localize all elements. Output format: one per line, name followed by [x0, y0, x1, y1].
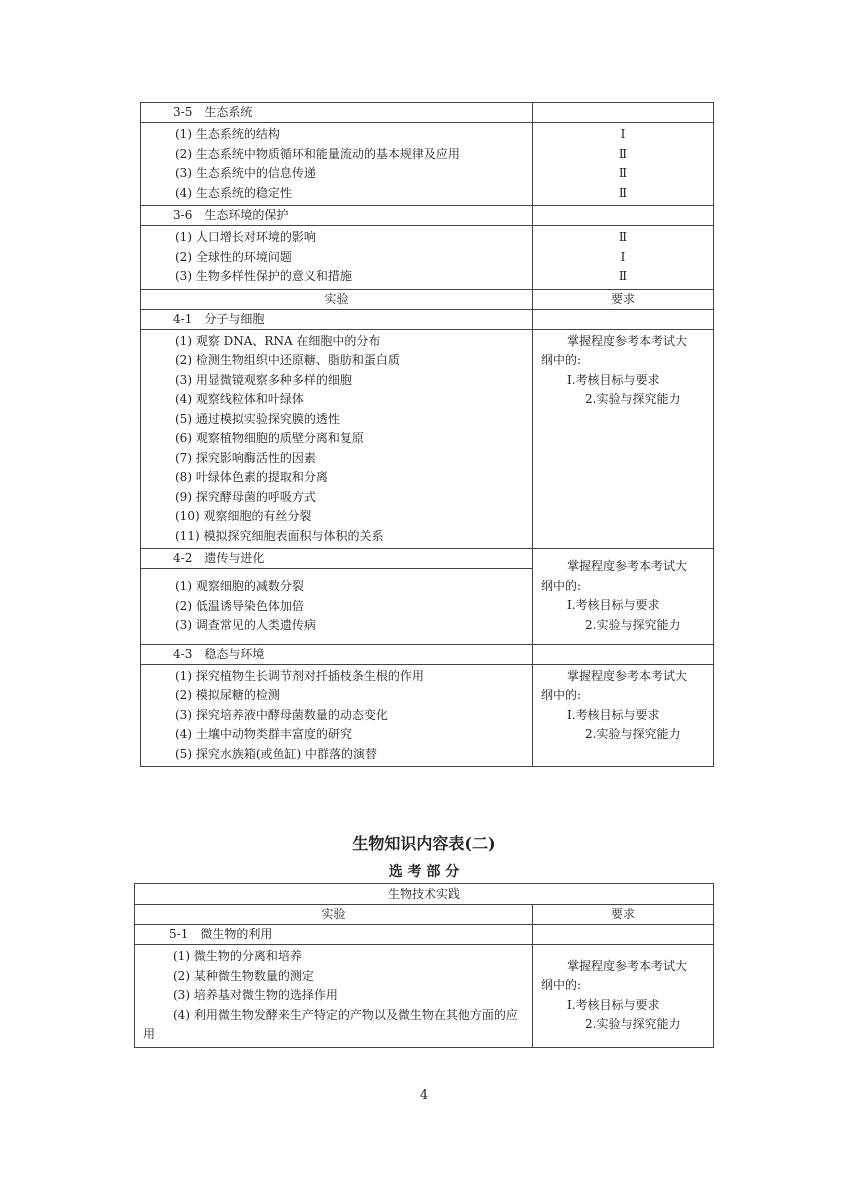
header-label: 实验 — [324, 291, 349, 306]
section-title-3-6: 3-6 生态环境的保护 — [173, 208, 289, 222]
section-items-5-1 — [135, 945, 533, 1048]
column-header-requirement — [533, 289, 714, 309]
list-item: (4) 观察线粒体和叶绿体 — [175, 392, 304, 406]
section-title: 生物知识内容表(二) — [352, 834, 496, 853]
column-header-requirement — [533, 905, 714, 925]
list-item: (1) 观察细胞的减数分裂 — [175, 579, 304, 593]
page-number: 4 — [419, 1088, 429, 1103]
empty-cell — [533, 309, 714, 329]
empty-cell — [533, 644, 714, 664]
note-line: Ⅰ.考核目标与要求 — [567, 598, 660, 613]
note-line: Ⅰ.考核目标与要求 — [567, 372, 660, 387]
list-item: (7) 探究影响酶活性的因素 — [175, 450, 316, 465]
note-line: 掌握程度参考本考试大 — [567, 958, 688, 973]
section-header-cell — [141, 644, 533, 664]
note-line: 纲中的: — [541, 578, 582, 593]
section-items-4-2 — [141, 569, 533, 645]
level-value: Ⅱ — [618, 166, 628, 180]
section-header-cell — [135, 925, 533, 945]
requirement-note-5-1 — [533, 945, 714, 1048]
note-line: 2.实验与探究能力 — [585, 617, 681, 632]
section-header-cell — [141, 103, 533, 123]
section-items-4-3 — [141, 664, 533, 767]
note-line: 掌握程度参考本考试大 — [567, 559, 688, 574]
table-biology-knowledge-part1 — [140, 102, 714, 767]
list-item: (9) 探究酵母菌的呼吸方式 — [175, 489, 316, 504]
note-line: Ⅰ.考核目标与要求 — [567, 997, 660, 1012]
header-label: 要求 — [610, 291, 635, 306]
list-item: (3) 培养基对微生物的选择作用 — [173, 988, 338, 1002]
note-line: 纲中的: — [541, 978, 582, 993]
header-label: 要求 — [610, 907, 635, 921]
list-item: (2) 某种微生物数量的测定 — [173, 968, 314, 983]
section-items-3-5 — [141, 123, 533, 206]
section-title-4-1: 4-1 分子与细胞 — [173, 311, 265, 326]
note-line: 2.实验与探究能力 — [585, 392, 681, 406]
section-title-3-5: 3-5 生态系统 — [173, 105, 253, 119]
list-item: (1) 人口增长对环境的影响 — [175, 230, 316, 244]
list-item: (3) 生态系统中的信息传递 — [175, 166, 316, 180]
note-line: 2.实验与探究能力 — [585, 1017, 681, 1032]
list-item: (3) 探究培养液中酵母菌数量的动态变化 — [175, 707, 388, 722]
column-header-experiment — [141, 289, 533, 309]
empty-cell — [533, 925, 714, 945]
level-value: Ⅱ — [618, 146, 628, 161]
note-line: 掌握程度参考本考试大 — [567, 668, 688, 683]
section-subtitle: 选 考 部 分 — [388, 864, 460, 880]
section-items-3-6 — [141, 226, 533, 290]
note-line: 2.实验与探究能力 — [585, 727, 681, 741]
list-item: (1) 微生物的分离和培养 — [173, 949, 302, 963]
list-item: (5) 探究水族箱(或鱼缸) 中群落的演替 — [175, 746, 377, 761]
level-value: Ⅱ — [618, 269, 628, 283]
list-item: (2) 低温诱导染色体加倍 — [175, 598, 304, 613]
section-header-cell — [141, 206, 533, 226]
header-label: 实验 — [321, 907, 346, 921]
level-cell-3-5 — [533, 123, 714, 206]
list-item: (10) 观察细胞的有丝分裂 — [175, 509, 312, 523]
table-biology-knowledge-part2 — [134, 883, 714, 1048]
list-item: (2) 检测生物组织中还原糖、脂肪和蛋白质 — [175, 353, 400, 367]
empty-cell — [533, 103, 714, 123]
level-cell-3-6 — [533, 226, 714, 290]
list-item: (4) 土壤中动物类群丰富度的研究 — [175, 727, 352, 741]
list-item: (3) 用显微镜观察多种多样的细胞 — [175, 372, 352, 387]
column-header-experiment — [135, 905, 533, 925]
list-item: (2) 生态系统中物质循环和能量流动的基本规律及应用 — [175, 146, 460, 161]
list-item: (3) 生物多样性保护的意义和措施 — [175, 269, 352, 283]
requirement-note-4-2 — [533, 549, 714, 645]
banner-label: 生物技术实践 — [387, 887, 460, 901]
note-line: 纲中的: — [541, 688, 582, 702]
requirement-note-4-1 — [533, 329, 714, 549]
note-line: 掌握程度参考本考试大 — [567, 333, 688, 348]
section-header-cell — [141, 549, 533, 569]
list-item: (2) 全球性的环境问题 — [175, 249, 292, 264]
list-item: (8) 叶绿体色素的提取和分离 — [175, 470, 328, 484]
list-item: (11) 模拟探究细胞表面积与体积的关系 — [175, 528, 384, 543]
level-value: Ⅰ — [620, 127, 626, 141]
list-item: (5) 通过模拟实验探究膜的透性 — [175, 411, 340, 426]
section-title-4-3: 4-3 稳态与环境 — [173, 646, 265, 661]
section-title-4-2: 4-2 遗传与进化 — [173, 551, 265, 565]
note-line: Ⅰ.考核目标与要求 — [567, 707, 660, 722]
section-items-4-1 — [141, 329, 533, 549]
list-item: (1) 生态系统的结构 — [175, 127, 280, 141]
list-item: (1) 探究植物生长调节剂对扦插枝条生根的作用 — [175, 668, 424, 683]
list-item: (4) 利用微生物发酵来生产特定的产物以及微生物在其他方面的应用 — [143, 1007, 518, 1041]
list-item: (4) 生态系统的稳定性 — [175, 185, 292, 200]
note-line: 纲中的: — [541, 353, 582, 367]
list-item: (3) 调查常见的人类遗传病 — [175, 618, 316, 632]
list-item: (2) 模拟尿糖的检测 — [175, 688, 280, 702]
level-value: Ⅱ — [618, 185, 628, 200]
list-item: (1) 观察 DNA、RNA 在细胞中的分布 — [175, 333, 381, 348]
level-value: Ⅰ — [620, 249, 626, 264]
requirement-note-4-3 — [533, 664, 714, 767]
empty-cell — [533, 206, 714, 226]
level-value: Ⅱ — [618, 230, 628, 244]
banner-cell — [135, 884, 714, 905]
list-item: (6) 观察植物细胞的质壁分离和复原 — [175, 431, 364, 445]
section-header-cell — [141, 309, 533, 329]
section-title-5-1: 5-1 微生物的利用 — [169, 927, 273, 941]
